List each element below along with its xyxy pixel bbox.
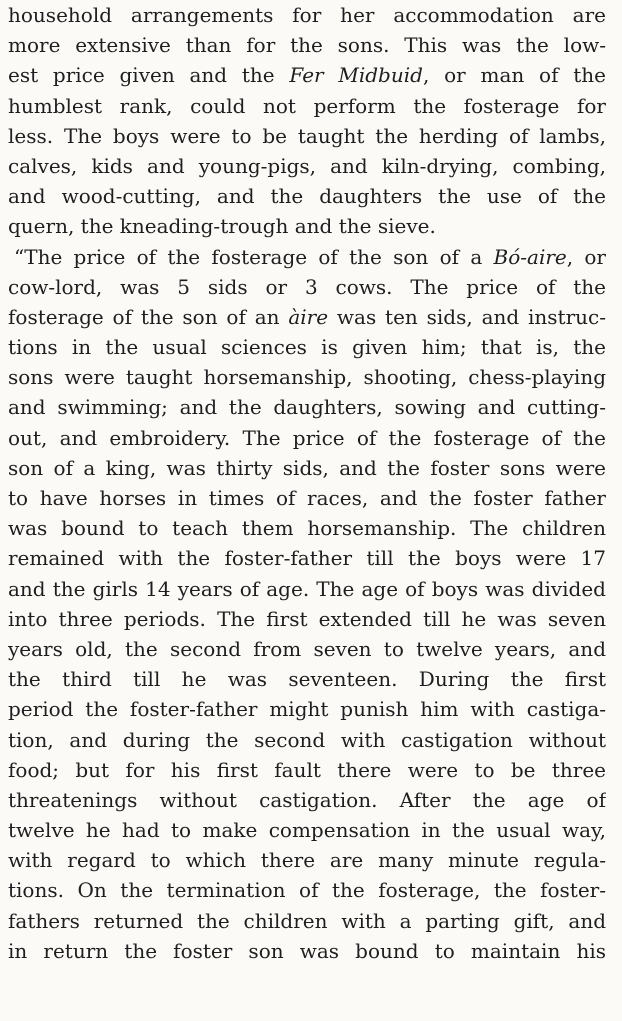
text-line: twelve he had to make compensation in the usual way, [8, 818, 606, 843]
text-line: food; but for his first fault there were to be three [8, 757, 606, 782]
text-line: in return the foster son was bound to maintain his [8, 938, 606, 963]
text-line: household arrangements for her accommodation are [8, 3, 606, 27]
text-line: period the foster-father might punish him with castiga- [8, 697, 606, 722]
text-line: threatenings without castigation. After the age of [8, 787, 606, 812]
text-line: and the girls 14 years of age. The age of boys was divided [8, 576, 606, 601]
text-line: out, and embroidery. The price of the fosterage of the [8, 425, 606, 450]
text-line: tions in the usual sciences is given him; that is, the [8, 335, 606, 360]
text-line: tions. On the termination of the fosterage, the foster- [8, 878, 606, 903]
text-line: to have horses in times of races, and the foster father [8, 486, 606, 510]
text-line: sons were taught horsemanship, shooting, chess-playing [8, 365, 606, 390]
text-line: fathers returned the children with a parting gift, and [8, 908, 606, 933]
text-line: est price given and the Fer Midbuid, or man of the [8, 63, 606, 88]
text-line: was bound to teach them horsemanship. The children [8, 516, 606, 541]
text-line: the third till he was seventeen. During the first [8, 667, 606, 692]
text-line: into three periods. The first extended till he was seven [8, 606, 606, 631]
text-line: cow-lord, was 5 sids or 3 cows. The price of the [8, 274, 606, 299]
paragraph-end-line: quern, the kneading-trough and the sieve. [8, 214, 436, 239]
text-line: less. The boys were to be taught the herding of lambs, [8, 123, 606, 148]
text-line: calves, kids and young-pigs, and kiln-drying, combing, [8, 153, 606, 178]
text-line: humblest rank, could not perform the fosterage for [8, 93, 606, 118]
text-line: fosterage of the son of an àire was ten sids, and instruc- [8, 304, 606, 329]
text-line: with regard to which there are many minute regula- [8, 848, 606, 873]
text-line: more extensive than for the sons. This was the low- [8, 33, 606, 58]
text-line: and wood-cutting, and the daughters the use of the [8, 184, 606, 209]
text-line: remained with the foster-father till the boys were 17 [8, 546, 606, 571]
text-line: years old, the second from seven to twelve years, and [8, 636, 606, 661]
text-line: and swimming; and the daughters, sowing and cutting- [8, 395, 606, 420]
text-line: son of a king, was thirty sids, and the foster sons were [8, 455, 606, 480]
text-line: tion, and during the second with castigation without [8, 727, 606, 752]
paragraph-start-line: “The price of the fosterage of the son of a Bó-aire, or [14, 244, 606, 269]
